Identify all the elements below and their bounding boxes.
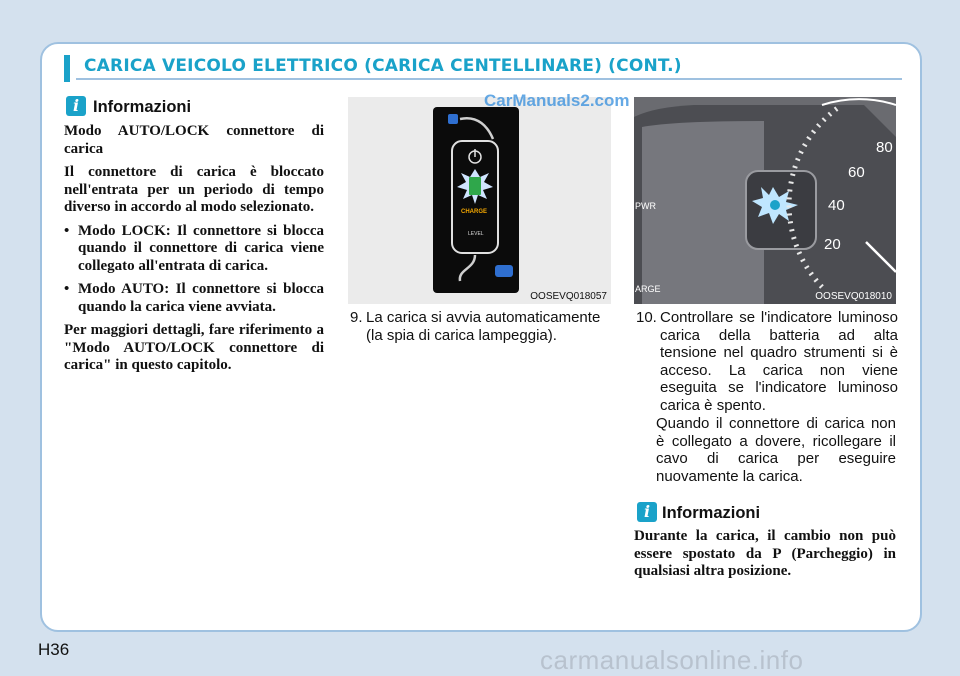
bullet-text: Modo AUTO: Il connettore si blocca quando la carica viene avviata.: [78, 281, 324, 315]
step-text: La carica si avvia automaticamente (la spia di carica lampeggia).: [366, 309, 601, 344]
step-text: Controllare se l'indicatore luminoso carica della batteria ad alta tensione nel quadro strumenti si è acceso. La carica non viene eseguita se l'indicatore luminoso carica è spento.: [660, 309, 898, 414]
list-item: [64, 223, 324, 276]
figure-code: OOSEVQ018057: [530, 291, 607, 302]
bullet-text: Modo LOCK: Il connettore si blocca quando il connettore di carica viene collegato all'entrata di carica.: [78, 222, 324, 274]
info-icon: i: [66, 96, 86, 116]
gauge-tick-label: 80: [876, 139, 893, 156]
gauge-tick-label: 40: [828, 197, 845, 214]
info-heading: Informazioni: [93, 98, 192, 116]
page-number: H36: [38, 640, 70, 659]
figure-code: OOSEVQ018010: [815, 291, 892, 302]
gauge-tick-label: 20: [824, 236, 841, 253]
step-10: [636, 309, 898, 414]
info-para-2: Il connettore di carica è bloccato nell'entrata per un periodo di tempo diverso in accordo al modo selezionato.: [64, 164, 324, 215]
info-icon: i: [637, 502, 657, 522]
info-bullet-list: [64, 223, 324, 317]
bullet-dot: •: [64, 222, 70, 239]
figure-charging-indicator: [348, 97, 611, 304]
instrument-cluster-charge-lamp-icon: [634, 97, 896, 304]
charge-label: CHARGE: [461, 209, 488, 215]
bullet-dot: •: [64, 281, 70, 297]
level-label: LEVEL: [468, 231, 484, 237]
arge-label: ARGE: [635, 284, 661, 294]
info-para-1: Modo AUTO/LOCK connettore di carica: [64, 123, 324, 157]
list-item: [64, 281, 324, 316]
info-heading: Informazioni: [662, 504, 761, 522]
charging-indicator-illustration-icon: [348, 97, 611, 304]
step-10-note: Quando il connettore di carica non è collegato a dovere, ricollegare il cavo di carica per eseguire nuovamente la carica.: [656, 415, 896, 485]
pwr-label: PWR: [635, 201, 656, 211]
step-number: 9.: [350, 309, 363, 326]
section-accent-bar: [64, 55, 70, 82]
info-box-2-text: Durante la carica, il cambio non può essere spostato da P (Parcheggio) in qualsiasi altra posizione.: [634, 528, 896, 579]
step-9: [350, 309, 614, 344]
info-box-1-body: [64, 123, 324, 381]
info-para-3: Per maggiori dettagli, fare riferimento a "Modo AUTO/LOCK connettore di carica" in questo capitolo.: [64, 322, 324, 373]
footer-watermark: carmanualsonline.info: [540, 645, 804, 675]
gauge-tick-label: 60: [848, 164, 865, 181]
step-number: 10.: [636, 309, 657, 326]
figure-instrument-cluster: [634, 97, 896, 304]
section-title-underline: [76, 78, 902, 80]
watermark-top: CarManuals2.com: [484, 91, 630, 110]
section-title: CARICA VEICOLO ELETTRICO (CARICA CENTELLINARE) (CONT.): [84, 56, 682, 76]
